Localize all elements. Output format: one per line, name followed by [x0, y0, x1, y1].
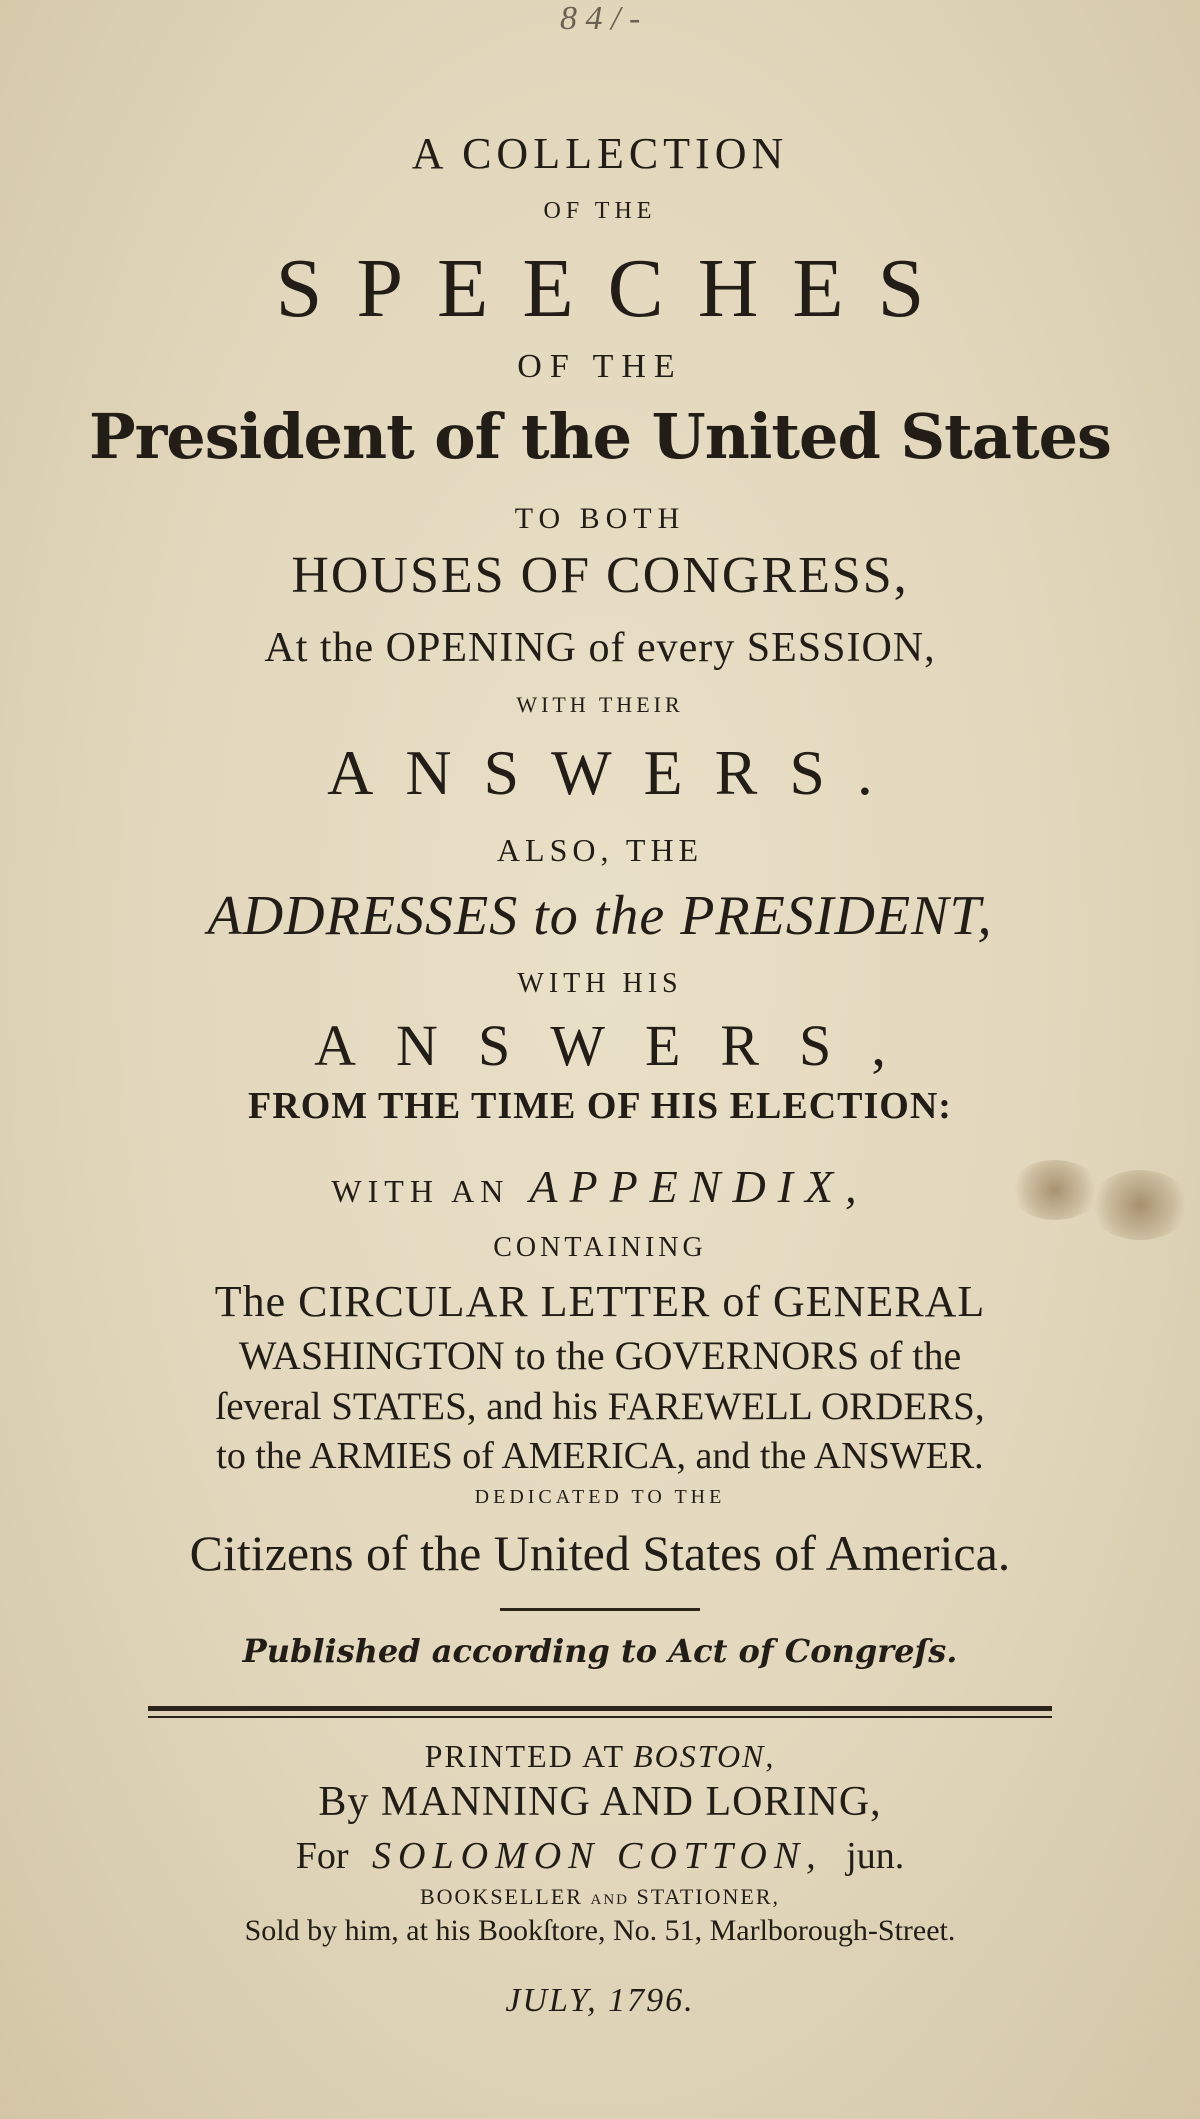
- title-line-washington: WASHINGTON to the GOVERNORS of the: [238, 1333, 962, 1378]
- title-line-also-the: ALSO, THE: [496, 832, 704, 868]
- imprint-manning: By MANNING AND LORING,: [318, 1779, 882, 1825]
- imprint-jun: jun.: [846, 1835, 905, 1877]
- double-rule-bottom: [148, 1716, 1052, 1718]
- title-line-circular: The CIRCULAR LETTER of GENERAL: [214, 1277, 986, 1326]
- title-line-president: President of the United States: [89, 400, 1111, 473]
- imprint-boston: BOSTON,: [633, 1738, 776, 1774]
- title-line-citizens: Citizens of the United States of America.: [189, 1525, 1011, 1581]
- title-line-election: FROM THE TIME OF HIS ELECTION:: [248, 1085, 952, 1127]
- double-rule-top: [148, 1706, 1052, 1711]
- title-line-to-both: TO BOTH: [514, 502, 686, 535]
- appendix-word: APPENDIX,: [529, 1161, 869, 1212]
- imprint-bookseller: BOOKSELLER and STATIONER,: [419, 1884, 780, 1909]
- short-rule: [500, 1608, 700, 1611]
- title-line-answers: ANSWERS.: [327, 737, 905, 808]
- imprint-cotton: SOLOMON COTTON,: [372, 1835, 823, 1877]
- title-line-with-his: WITH HIS: [517, 968, 683, 999]
- imprint-printed: [0, 1738, 1200, 1775]
- title-line-with-their: WITH THEIR: [516, 692, 684, 717]
- title-line-addresses: ADDRESSES to the PRESIDENT,: [207, 885, 993, 947]
- title-line-dedicated: DEDICATED TO THE: [474, 1486, 726, 1508]
- title-line-houses: HOUSES OF CONGRESS,: [291, 547, 909, 604]
- imprint-date: JULY, 1796.: [505, 1982, 695, 2019]
- imprint-for: For: [295, 1835, 349, 1877]
- folio-mark: 8 4 / -: [560, 0, 641, 37]
- title-line-armies: to the ARMIES of AMERICA, and the ANSWER.: [216, 1435, 984, 1477]
- title-line-answers-2: ANSWERS,: [314, 1013, 926, 1078]
- title-line-of-the: OF THE: [543, 198, 657, 224]
- title-line-of-the-2: OF THE: [517, 348, 683, 385]
- title-line-collection: A COLLECTION: [411, 129, 789, 178]
- imprint-printed-at: PRINTED AT: [424, 1738, 626, 1774]
- imprint-sold: Sold by him, at his Bookſtore, No. 51, Marlborough-Street.: [244, 1914, 956, 1947]
- title-line-containing: CONTAINING: [493, 1232, 707, 1263]
- appendix-lead: WITH AN: [331, 1173, 510, 1209]
- title-line-several: ſeveral STATES, and his FAREWELL ORDERS,: [215, 1385, 985, 1428]
- title-line-speeches: SPEECHES: [275, 242, 959, 335]
- title-line-appendix: [0, 1160, 1200, 1213]
- imprint-solomon: [0, 1834, 1200, 1878]
- title-line-opening: At the OPENING of every SESSION,: [264, 625, 936, 671]
- title-line-published: Published according to Act of Congreſs.: [242, 1632, 958, 1670]
